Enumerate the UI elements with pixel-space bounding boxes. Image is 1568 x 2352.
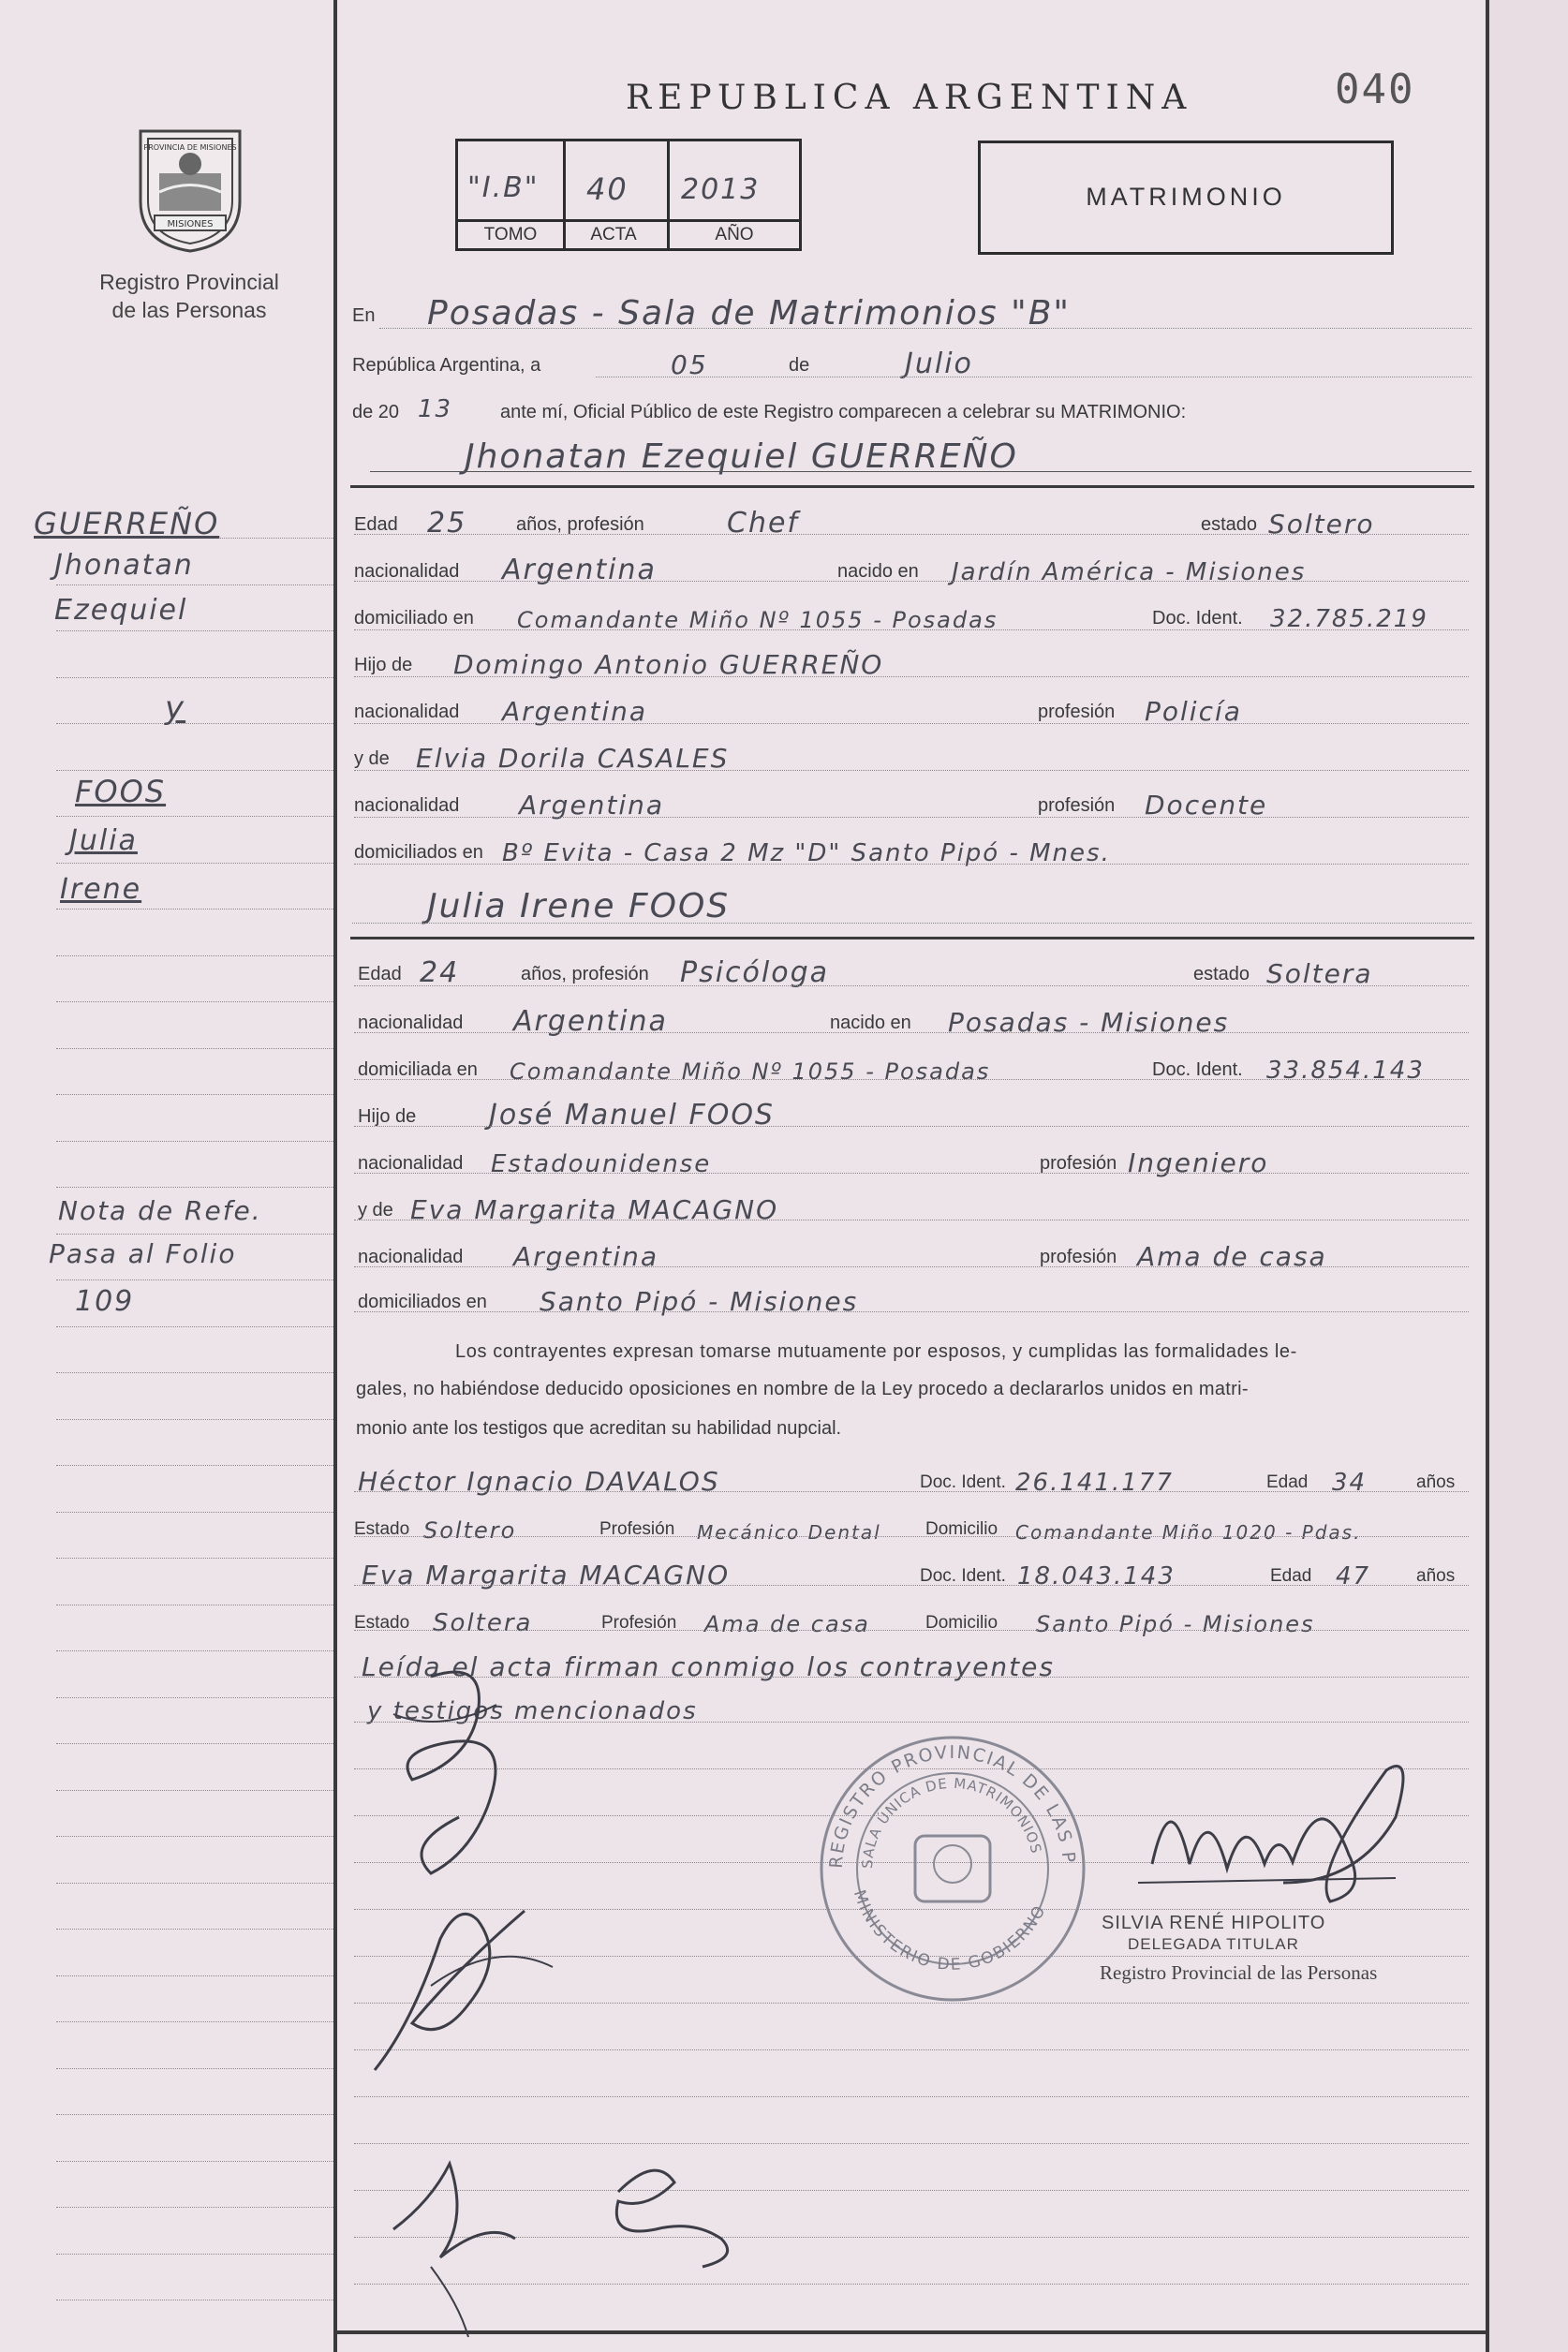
ruling-line [354, 770, 1469, 771]
folio-number: 040 [1335, 66, 1415, 113]
ruling-line [354, 1266, 1469, 1267]
margin-ruling-line [56, 1001, 333, 1002]
year-value: 13 [418, 395, 453, 423]
groom-mother: Elvia Dorila CASALES [416, 743, 730, 774]
witness1-row: Héctor Ignacio DAVALOS Doc. Ident. 26.141.177 Edad 34 años [358, 1466, 1456, 1497]
ruling-line [354, 1079, 1469, 1080]
svg-text:MISIONES: MISIONES [167, 219, 214, 229]
groom-full-name: Jhonatan Ezequiel GUERREÑO [465, 437, 1018, 476]
margin-ruling-line [56, 1790, 333, 1791]
bride-nationality: Argentina [513, 1005, 668, 1038]
acta-value: 40 [586, 171, 629, 207]
tomo-box [455, 139, 566, 251]
margin-ruling-line [56, 1141, 333, 1142]
date-line: República Argentina, a 05 de Julio [352, 348, 973, 380]
ruling-line [354, 817, 1469, 818]
margin-note3: 109 [75, 1285, 135, 1318]
official-round-stamp [817, 1733, 1088, 2004]
official-title: DELEGADA TITULAR [1128, 1935, 1299, 1953]
witness2-details-row: Estado Soltera Profesión Ama de casa Domicilio Santo Pipó - Misiones [354, 1609, 1315, 1637]
margin-ruling-line [56, 1048, 333, 1049]
svg-text:PROVINCIA DE MISIONES: PROVINCIA DE MISIONES [143, 143, 237, 152]
margin-name2: Jhonatan [54, 549, 194, 582]
margin-ruling-line [56, 955, 333, 956]
witness2-row: Eva Margarita MACAGNO Doc. Ident. 18.043.143 Edad 47 años [362, 1560, 1456, 1590]
margin-ruling-line [56, 2114, 333, 2115]
bride-parents-address: Santo Pipó - Misiones [540, 1286, 859, 1317]
ruling-line [354, 1491, 1469, 1492]
place-line: En Posadas - Sala de Matrimonios "B" [352, 294, 1071, 333]
ruling-line [354, 1536, 1469, 1537]
groom-mother-nationality: Argentina [519, 790, 665, 821]
witness1-status: Soltero [423, 1517, 517, 1544]
bride-signature [356, 1883, 581, 2089]
groom-nationality-row: nacionalidad Argentina nacido en Jardín América - Misiones [354, 554, 1307, 586]
bride-age: 24 [420, 956, 460, 989]
closing-line2: y testigos mencionados [367, 1697, 698, 1725]
bride-status: Soltera [1266, 958, 1373, 989]
official-registry: Registro Provincial de las Personas [1100, 1961, 1378, 1984]
declaration-line3: monio ante los testigos que acreditan su habilidad nupcial. [356, 1418, 842, 1439]
groom-father-profession: Policía [1145, 696, 1242, 727]
ruling-line [354, 1032, 1469, 1033]
margin-ruling-line [56, 909, 333, 910]
left-column-border [333, 0, 337, 2352]
anio-value: 2013 [681, 173, 761, 206]
margin-ruling-line [56, 677, 333, 678]
margin-ruling-line [56, 1465, 333, 1466]
groom-status: Soltero [1268, 509, 1375, 540]
margin-ruling-line [56, 2254, 333, 2255]
margin-ruling-line [56, 630, 333, 631]
margin-ruling-line [56, 1743, 333, 1744]
ruling-line [354, 1585, 1469, 1586]
bride-mother-row: y de Eva Margarita MACAGNO [358, 1194, 779, 1225]
groom-father: Domingo Antonio GUERREÑO [453, 649, 884, 680]
bride-father-profession: Ingeniero [1128, 1147, 1269, 1178]
margin-ruling-line [56, 1372, 333, 1373]
margin-ruling-line [56, 816, 333, 817]
ruling-line [354, 629, 1469, 630]
anio-label: AÑO [670, 219, 799, 248]
svg-text:SALA ÚNICA DE MATRIMONIOS: SALA ÚNICA DE MATRIMONIOS [858, 1774, 1045, 1870]
margin-name5: Julia [69, 824, 138, 857]
margin-ruling-line [56, 770, 333, 771]
bride-mother-nationality: Argentina [513, 1241, 659, 1272]
groom-address-row: domiciliado en Comandante Miño Nº 1055 - Posadas Doc. Ident. 32.785.219 [354, 605, 1428, 633]
witness1-doc: 26.141.177 [1015, 1469, 1174, 1497]
ruling-line [354, 676, 1469, 677]
witness1-age: 34 [1332, 1469, 1368, 1497]
witness-signatures [375, 2126, 806, 2342]
groom-parents-address: Bº Evita - Casa 2 Mz "D" Santo Pipó - Mnes. [502, 839, 1111, 867]
ruling-line [354, 2096, 1469, 2097]
bride-address: Comandante Miño Nº 1055 - Posadas [510, 1058, 991, 1085]
record-type-box [978, 141, 1394, 255]
bride-name-line [352, 888, 1472, 925]
official-name: SILVIA RENÉ HIPOLITO [1102, 1913, 1326, 1933]
margin-ruling-line [56, 2207, 333, 2208]
margin-ruling-line [56, 1975, 333, 1976]
province-seal-logo [131, 122, 249, 253]
witness2-status: Soltera [433, 1609, 533, 1637]
bride-section-divider [350, 937, 1474, 939]
bride-full-name: Julia Irene FOOS [427, 887, 731, 925]
margin-name1: GUERREÑO [34, 506, 220, 541]
margin-ruling-line [56, 1512, 333, 1513]
margin-ruling-line [56, 2161, 333, 2162]
witness2-profession: Ama de casa [704, 1611, 870, 1637]
bride-profession: Psicóloga [680, 956, 830, 989]
anio-box [667, 139, 802, 251]
margin-name6: Irene [60, 873, 142, 906]
margin-ruling-line [56, 1883, 333, 1884]
year-line: de 20 13 ante mí, Oficial Público de este Registro comparecen a celebrar su MATRIMONIO: [352, 395, 1187, 423]
groom-mother-row: y de Elvia Dorila CASALES [354, 743, 730, 774]
ruling-line [354, 581, 1469, 582]
margin-ruling-line [56, 1326, 333, 1327]
groom-mother-nat-row: nacionalidad Argentina profesión Docente [354, 790, 1268, 821]
margin-conj: y [165, 689, 186, 727]
margin-ruling-line [56, 1836, 333, 1837]
bride-father-row: Hijo de José Manuel FOOS [358, 1099, 775, 1132]
record-type-label: MATRIMONIO [1086, 183, 1286, 211]
witness2-address: Santo Pipó - Misiones [1036, 1611, 1315, 1637]
bride-born-in: Posadas - Misiones [948, 1007, 1230, 1038]
margin-ruling-line [56, 2021, 333, 2022]
witness2-name: Eva Margarita MACAGNO [362, 1560, 731, 1590]
witness1-profession: Mecánico Dental [697, 1521, 881, 1544]
svg-text:REGISTRO PROVINCIAL DE LAS PER: REGISTRO PROVINCIAL DE LAS P [825, 1741, 1080, 1870]
bride-nationality-row: nacionalidad Argentina nacido en Posadas - Misiones [358, 1005, 1230, 1038]
groom-age: 25 [427, 507, 467, 540]
margin-note1: Nota de Refe. [58, 1195, 262, 1226]
margin-ruling-line [56, 1929, 333, 1930]
groom-signature [375, 1658, 543, 1883]
bride-address-row: domiciliada en Comandante Miño Nº 1055 - Posadas Doc. Ident. 33.854.143 [358, 1057, 1425, 1085]
margin-ruling-line [56, 1094, 333, 1095]
margin-name3: Ezequiel [54, 594, 188, 627]
groom-nationality: Argentina [502, 554, 657, 586]
official-signature [1115, 1742, 1424, 1920]
groom-name-line [352, 438, 1472, 476]
bride-parents-address-row: domiciliados en Santo Pipó - Misiones [358, 1286, 859, 1317]
page-edge [1489, 0, 1568, 2352]
closing-line1: Leída el acta firman conmigo los contrayentes [362, 1651, 1055, 1682]
groom-profession: Chef [727, 507, 799, 540]
bride-father: José Manuel FOOS [489, 1099, 775, 1132]
groom-parents-address-row: domiciliados en Bº Evita - Casa 2 Mz "D" Santo Pipó - Mnes. [354, 839, 1111, 867]
margin-ruling-line [56, 1234, 333, 1235]
svg-text:MINISTERIO DE GOBIERNO: MINISTERIO DE GOBIERNO [849, 1887, 1051, 1975]
witness1-address: Comandante Miño 1020 - Pdas. [1015, 1521, 1362, 1544]
country-title: REPUBLICA ARGENTINA [626, 79, 1193, 117]
bride-mother: Eva Margarita MACAGNO [410, 1194, 779, 1225]
ruling-line [354, 985, 1469, 986]
registry-name-line1: Registro Provincial [99, 270, 279, 294]
day-value: 05 [671, 349, 708, 380]
ruling-line [354, 1126, 1469, 1127]
groom-father-nationality: Argentina [502, 696, 648, 727]
ruling-line [354, 723, 1469, 724]
registry-name-line2: de las Personas [111, 298, 267, 322]
margin-ruling-line [56, 723, 333, 724]
margin-ruling-line [56, 2068, 333, 2069]
acta-box [560, 139, 670, 251]
ruling-line [354, 864, 1469, 865]
groom-age-row: Edad 25 años, profesión Chef estado Soltero [354, 507, 1375, 540]
margin-ruling-line [56, 1558, 333, 1559]
bride-father-nationality: Estadounidense [491, 1150, 712, 1178]
witness2-age: 47 [1336, 1562, 1371, 1590]
ruling-line [354, 534, 1469, 535]
groom-address: Comandante Miño Nº 1055 - Posadas [517, 607, 998, 633]
bride-mother-nat-row: nacionalidad Argentina profesión Ama de casa [358, 1241, 1327, 1272]
witness1-details-row: Estado Soltero Profesión Mecánico Dental Domicilio Comandante Miño 1020 - Pdas. [354, 1517, 1362, 1544]
groom-born-in: Jardín América - Misiones [952, 558, 1307, 586]
bride-father-nat-row: nacionalidad Estadounidense profesión Ingeniero [358, 1147, 1269, 1178]
margin-ruling-line [56, 1650, 333, 1651]
ruling-line [354, 1173, 1469, 1174]
margin-ruling-line [56, 1187, 333, 1188]
groom-father-nat-row: nacionalidad Argentina profesión Policía [354, 696, 1242, 727]
bride-doc: 33.854.143 [1266, 1057, 1425, 1085]
witness1-name: Héctor Ignacio DAVALOS [358, 1466, 720, 1497]
place-value: Posadas - Sala de Matrimonios "B" [427, 294, 1071, 333]
ruling-line [354, 1630, 1469, 1631]
declaration-line1: Los contrayentes expresan tomarse mutuamente por esposos, y cumplidas las formalidades le- [455, 1341, 1297, 1362]
bride-mother-profession: Ama de casa [1137, 1241, 1327, 1272]
margin-ruling-line [56, 1697, 333, 1698]
groom-doc: 32.785.219 [1270, 605, 1428, 633]
witness2-doc: 18.043.143 [1017, 1562, 1176, 1590]
tomo-label: TOMO [458, 219, 563, 248]
ruling-line [354, 1311, 1469, 1312]
month-value: Julio [905, 348, 973, 380]
declaration-line2: gales, no habiéndose deducido oposiciones en nombre de la Ley procedo a declararlos unidos en matri- [356, 1379, 1249, 1399]
margin-name4: FOOS [75, 774, 167, 809]
margin-note2: Pasa al Folio [49, 1238, 237, 1269]
groom-mother-profession: Docente [1145, 790, 1268, 821]
bride-age-row: Edad 24 años, profesión Psicóloga estado Soltera [358, 956, 1373, 989]
margin-ruling-line [56, 1419, 333, 1420]
margin-ruling-line [56, 584, 333, 585]
acta-label: ACTA [560, 219, 667, 248]
groom-father-row: Hijo de Domingo Antonio GUERREÑO [354, 649, 884, 680]
tomo-value: "I.B" [467, 171, 540, 204]
groom-section-divider [350, 485, 1474, 488]
margin-ruling-line [56, 863, 333, 864]
